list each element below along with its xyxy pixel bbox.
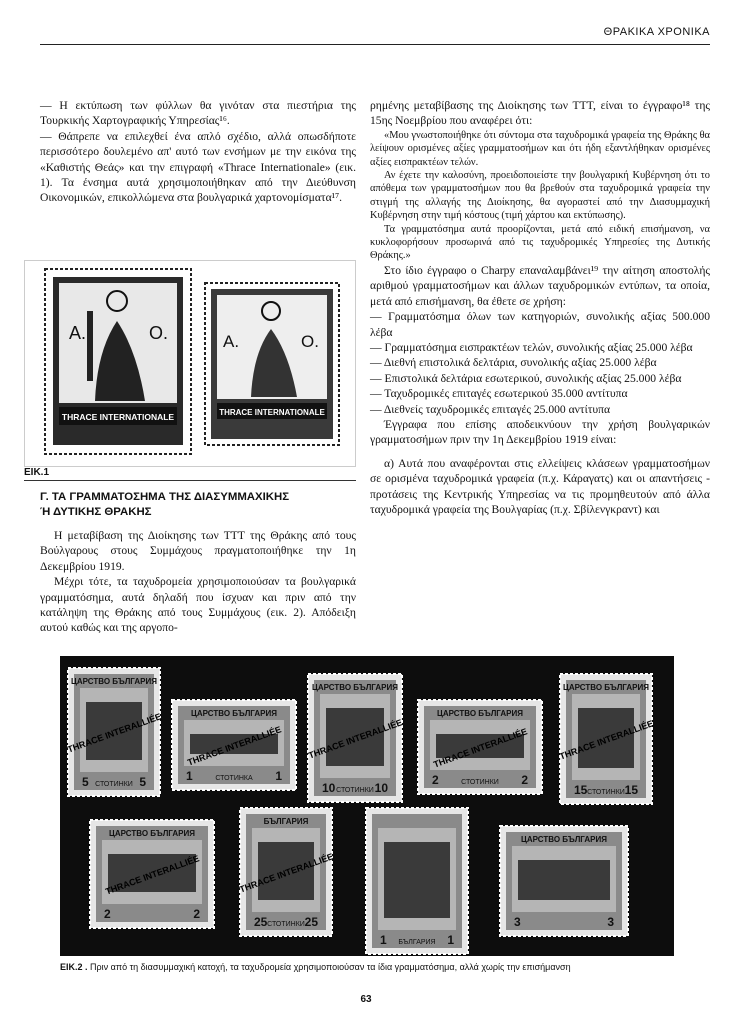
paragraph: — Θάπρεπε να επιλεχθεί ένα απλό σχέδιο, αλλά οπωσδήποτε περισσότερο δουλεμένο απ' αυτό των ενσήμων με την εικόνα της «Καθιστής Θεάς» και την επιγραφή «Thrace Internationale» (εικ. 1). Τα ένσημα αυτά χρησιμοποιήθηκαν από την Διεύθυνση Οικονομικών, επικολλώμενα στα βουλγαρικά χαρτονομίσματα¹⁷. — [40, 129, 356, 205]
stamp-value: 3 — [607, 915, 614, 929]
figure-2-label: ΕΙΚ.2 . — [60, 962, 88, 972]
stamp-band-text: THRACE INTERNATIONALE — [219, 408, 325, 417]
stamp-top-text: ЦАРСТВО БЪЛГАРИЯ — [312, 683, 398, 692]
figure-1 — [24, 260, 356, 467]
stamp — [172, 700, 296, 790]
stamp — [238, 808, 334, 936]
stamp-value: 2 — [104, 907, 111, 921]
stamp-overprint: THRACE INTERALLIÉE — [66, 711, 163, 755]
paragraph: α) Αυτά που αναφέρονται στις ελλείψεις κλάσεων γραμματοσήμων σε ορισμένα ταχυδρομικά γραφεία (π.χ. Κάραγατς) και οι απαντήσεις - προτάσεις της Κεντρικής Υπηρεσίας να τις προμηθευτούν από άλλα ταχυδρομικά γραφεία της Βουλγαρίας (π.χ. Σβίλενγκραντ) και — [370, 456, 710, 516]
stamp-value: 1 — [275, 769, 282, 783]
stamp-overprint: THRACE INTERALLIÉE — [104, 853, 201, 897]
paragraph: — Η εκτύπωση των φύλλων θα γινόταν στα πιεστήρια της Τουρκικής Χαρτογραφικής Υπηρεσίας¹⁶. — [40, 99, 356, 128]
stamp-thrace-internationale-right — [205, 283, 339, 445]
stamp-value: 1 — [447, 933, 454, 947]
left-column-top — [40, 98, 356, 206]
list-item: — Διεθνείς ταχυδρομικές επιταγές 25.000 αντίτυπα — [370, 402, 611, 416]
stamp-value: 5 — [82, 775, 89, 789]
stamp-value: 10 — [374, 781, 388, 795]
stamp-bottom-text: БЪЛГАРИЯ — [398, 939, 436, 946]
quote-paragraph: Αν έχετε την καλοσύνη, προειδοποιείστε την βουλγαρική Κυβέρνηση ότι το απόθεμα των γραμματοσήμων που θα βρεθούν στα ταχυδρομικά γραφεία την στιγμή της αλλαγής της Διοίκησης, θα αγοραστεί από την Διασυμμαχική Κυβέρνηση στην τιμή κόστους (τιμή χάρτου και εκτύπωσης). — [370, 170, 710, 222]
stamp-letter: A. — [69, 323, 87, 343]
figure-1-caption: ΕΙΚ.1 — [24, 467, 50, 478]
quote-paragraph: Τα γραμματόσημα αυτά προορίζονται, μετά από ειδική επισήμανση, να κυκλοφορήσουν προσωρινά από τις ταχυδρομικές Υπηρεσίες της Δυτικής Θράκης.» — [370, 223, 710, 262]
quote-paragraph: «Μου γνωστοποιήθηκε ότι σύντομα στα ταχυδρομικά γραφεία της Θράκης θα λείψουν ορισμένες αξίες γραμματοσήμων και ότι ήδη εξαντλήθηκαν ορισμένες αξίες εισπρακτέων τελών. — [370, 129, 710, 168]
stamp — [500, 826, 628, 936]
stamp — [366, 808, 468, 954]
stamp-value: 2 — [193, 907, 200, 921]
list-item: — Γραμματόσημα εισπρακτέων τελών, συνολικής αξίας 25.000 λέβα — [370, 340, 693, 354]
stamp-top-text: БЪЛГАРИЯ — [263, 817, 309, 826]
stamp-overprint: THRACE INTERALLIÉE — [432, 726, 529, 770]
stamp-top-text: ЦАРСТВО БЪЛГАРИЯ — [563, 683, 649, 692]
stamp-bottom-text: СТОТИНКИ — [267, 921, 305, 928]
section-heading — [40, 490, 360, 520]
stamp-bottom-text: СТОТИНКИ — [95, 781, 133, 788]
stamp-value: 25 — [304, 915, 318, 929]
right-column — [370, 98, 710, 517]
stamp-letter: O. — [149, 323, 169, 343]
figure-2-caption-text: Πριν από τη διασυμμαχική κατοχή, τα ταχυδρομεία χρησιμοποιούσαν τα ίδια γραμματόσημα, αλλά χωρίς την επισήμανση — [90, 962, 571, 972]
list-item: — Ταχυδρομικές επιταγές εσωτερικού 35.000 αντίτυπα — [370, 387, 628, 401]
paragraph: Η μεταβίβαση της Διοίκησης των ΤΤΤ της Θράκης από τους Βούλγαρους στους Συμμάχους πραγματοποιήθηκε την 1η Δεκεμβρίου 1919. — [40, 529, 356, 573]
list-item: — Διεθνή επιστολικά δελτάρια, συνολικής αξίας 25.000 λέβα — [370, 356, 657, 370]
stamp-top-text: ЦАРСТВО БЪЛГАРИЯ — [71, 677, 157, 686]
figure-1-rule — [24, 480, 356, 481]
stamp-value: 25 — [254, 915, 268, 929]
stamp — [418, 700, 542, 794]
stamp-value: 15 — [624, 783, 638, 797]
header-rule — [40, 44, 710, 45]
stamp-thrace-internationale-left — [45, 269, 191, 454]
stamp-overprint: THRACE INTERALLIÉE — [558, 718, 655, 762]
stamp-top-text: ЦАРСТВО БЪЛГАРИЯ — [521, 835, 607, 844]
stamp-top-text: ЦАРСТВО БЪЛГАРИЯ — [191, 709, 277, 718]
paragraph: Στο ίδιο έγγραφο ο Charpy επαναλαμβάνει¹⁹ την αίτηση αποστολής αριθμού γραμματοσήμων και άλλων ταχυδρομικών εντύπων, τα οποία, μετά από επισήμανση, θα έθετε σε χρήση: — [370, 263, 710, 308]
stamp-overprint: THRACE INTERALLIÉE — [238, 851, 335, 895]
stamp-value: 15 — [574, 783, 588, 797]
stamp-value: 5 — [139, 775, 146, 789]
stamp-value: 3 — [514, 915, 521, 929]
stamp-bottom-text: СТОТИНКИ — [461, 779, 499, 786]
left-column-bottom — [40, 528, 356, 636]
figure-2-caption — [60, 962, 700, 972]
stamp-value: 1 — [380, 933, 387, 947]
section-heading-line: Ή ΔΥΤΙΚΗΣ ΘΡΑΚΗΣ — [40, 506, 152, 518]
list-item: — Γραμματόσημα όλων των κατηγοριών, συνολικής αξίας 500.000 λέβα — [370, 310, 710, 339]
stamp-top-text: ЦАРСТВО БЪЛГАРИЯ — [437, 709, 523, 718]
stamp-letter: O. — [301, 332, 319, 351]
stamp — [90, 820, 214, 928]
figure-2-stamps — [60, 656, 674, 956]
stamp — [558, 674, 654, 804]
stamp-value: 10 — [322, 781, 336, 795]
stamp-overprint: THRACE INTERALLIÉE — [186, 724, 283, 768]
stamp-overprint: THRACE INTERALLIÉE — [307, 717, 404, 761]
stamp-bottom-text: СТОТИНКИ — [587, 789, 625, 796]
figure-1-stamps — [25, 261, 355, 466]
stamp-value: 2 — [432, 773, 439, 787]
stamp-value: 1 — [186, 769, 193, 783]
stamp-top-text: ЦАРСТВО БЪЛГАРИЯ — [109, 829, 195, 838]
paragraph: Μέχρι τότε, τα ταχυδρομεία χρησιμοποιούσαν τα βουλγαρικά γραμματόσημα, αυτά δηλαδή που ίσχυαν και πριν από την κατάληψη της Θράκης από τους Συμμάχους (εικ. 2). Απόδειξη αυτού καθώς και της αργοπο- — [40, 575, 356, 635]
list-item: — Επιστολικά δελτάρια εσωτερικού, συνολικής αξίας 25.000 λέβα — [370, 371, 682, 385]
stamp-bottom-text: СТОТИНКИ — [336, 787, 374, 794]
stamp-bottom-text: СТОТИНКА — [215, 775, 253, 782]
stamp-band-text: THRACE INTERNATIONALE — [61, 412, 175, 422]
stamp-letter: A. — [223, 332, 240, 351]
page-number: 63 — [360, 994, 372, 1005]
section-heading-line: Γ. ΤΑ ΓΡΑΜΜΑΤΟΣΗΜΑ ΤΗΣ ΔΙΑΣΥΜΜΑΧΙΚΗΣ — [40, 491, 290, 503]
paragraph: ρημένης μεταβίβασης της Διοίκησης των ΤΤΤ, είναι το έγγραφο¹⁸ της 15ης Νοεμβρίου που αναφέρει ότι: — [370, 99, 710, 128]
figure-2 — [60, 656, 674, 956]
stamp-value: 2 — [521, 773, 528, 787]
running-header: ΘΡΑΚΙΚΑ ΧΡΟΝΙΚΑ — [603, 26, 710, 38]
paragraph: Έγγραφα που επίσης αποδεικνύουν την χρήση βουλγαρικών γραμματοσήμων πριν την 1η Δεκεμβρίου 1919 είναι: — [370, 417, 710, 447]
stamp — [66, 668, 162, 796]
stamp — [307, 674, 403, 802]
